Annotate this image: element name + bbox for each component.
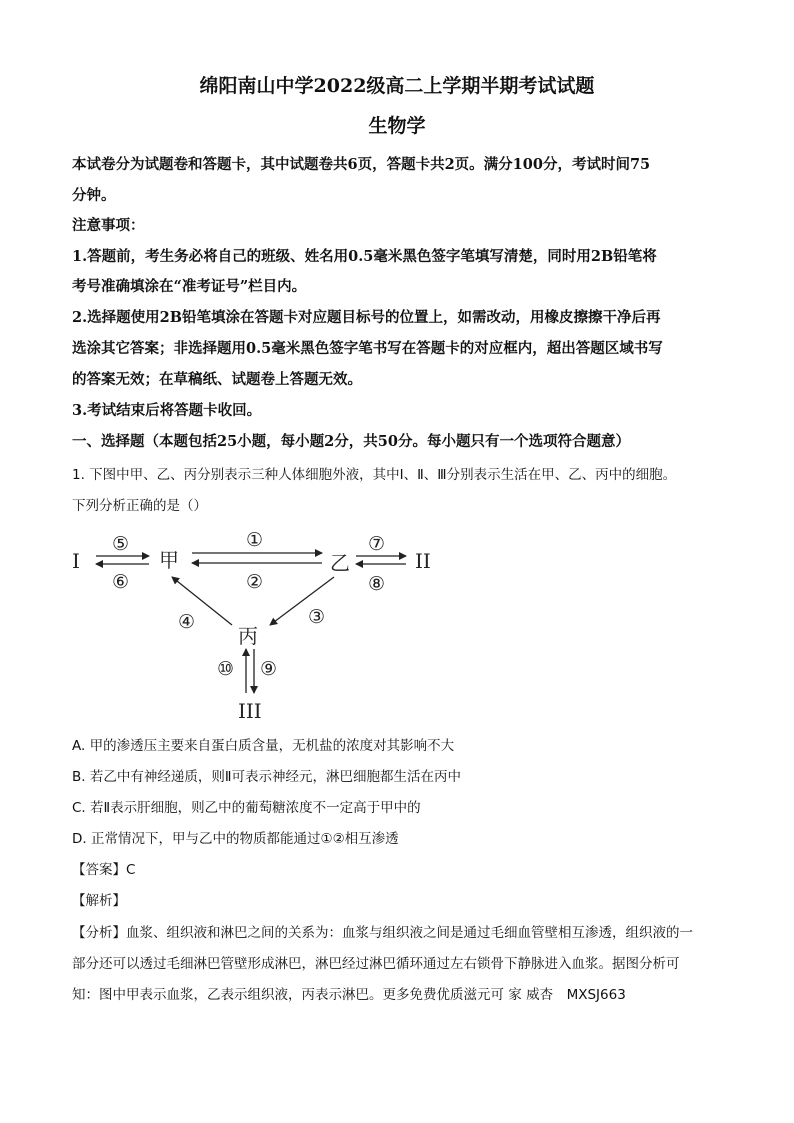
node-cell-II: II bbox=[415, 549, 431, 573]
option-d: D. 正常情况下，甲与乙中的物质都能通过①②相互渗透 bbox=[72, 831, 399, 847]
arrow-label-8: ⑧ bbox=[368, 573, 386, 595]
question-stem: 1. 下图中甲、乙、丙分别表示三种人体细胞外液，其中Ⅰ、Ⅱ、Ⅲ分别表示生活在甲、乙、丙中的细胞。 bbox=[72, 467, 677, 483]
notice-line: 2.选择题使用2B铅笔填涂在答题卡对应题目标号的位置上，如需改动，用橡皮擦擦干净后再 bbox=[72, 309, 661, 326]
notice-line: 选涂其它答案；非选择题用0.5毫米黑色签字笔书写在答题卡的对应框内，超出答题区域书写 bbox=[72, 340, 663, 357]
subject-title: 生物学 bbox=[368, 115, 426, 137]
option-a: A. 甲的渗透压主要来自蛋白质含量，无机盐的浓度对其影响不大 bbox=[72, 738, 455, 754]
analysis-line: 【分析】血浆、组织液和淋巴之间的关系为：血浆与组织液之间是通过毛细血管壁相互渗透，组织液的一 bbox=[72, 925, 693, 941]
page-title: 绵阳南山中学2022级高二上学期半期考试试题 bbox=[199, 75, 595, 97]
option-c: C. 若Ⅱ表示肝细胞，则乙中的葡萄糖浓度不一定高于甲中的 bbox=[72, 800, 421, 816]
arrow-label-1: ① bbox=[246, 529, 264, 551]
arrow-label-3: ③ bbox=[308, 606, 326, 628]
fluid-relationship-diagram bbox=[60, 525, 440, 725]
notice-line: 考号准确填涂在“准考证号”栏目内。 bbox=[72, 278, 307, 295]
option-b: B. 若乙中有神经递质，则Ⅱ可表示神经元，淋巴细胞都生活在丙中 bbox=[72, 769, 461, 785]
notice-line: 3.考试结束后将答题卡收回。 bbox=[72, 402, 262, 419]
notice-line: 的答案无效；在草稿纸、试题卷上答题无效。 bbox=[72, 371, 362, 388]
question-stem: 下列分析正确的是（） bbox=[72, 498, 207, 514]
arrow-label-7: ⑦ bbox=[368, 533, 386, 555]
node-bing: 丙 bbox=[238, 624, 258, 648]
arrow-label-9: ⑨ bbox=[260, 658, 278, 680]
notice-heading: 注意事项： bbox=[72, 217, 145, 234]
arrow-label-6: ⑥ bbox=[112, 571, 130, 593]
arrow-label-2: ② bbox=[246, 571, 264, 593]
answer-label: 【答案】C bbox=[72, 862, 136, 878]
intro-line: 分钟。 bbox=[72, 187, 116, 204]
node-cell-III: III bbox=[238, 699, 262, 723]
node-cell-I: I bbox=[72, 549, 80, 573]
notice-line: 1.答题前，考生务必将自己的班级、姓名用0.5毫米黑色签字笔填写清楚，同时用2B铅笔将 bbox=[72, 248, 657, 265]
intro-line: 本试卷分为试题卷和答题卡，其中试题卷共6页，答题卡共2页。满分100分，考试时间75 bbox=[72, 156, 651, 173]
analysis-line: 部分还可以透过毛细淋巴管壁形成淋巴，淋巴经过淋巴循环通过左右锁骨下静脉进入血浆。据图分析可 bbox=[72, 956, 680, 972]
arrow-label-10: ⑩ bbox=[217, 658, 235, 680]
arrow-label-4: ④ bbox=[178, 611, 196, 633]
node-jia: 甲 bbox=[159, 548, 179, 572]
section-heading: 一、选择题（本题包括25小题，每小题2分，共50分。每小题只有一个选项符合题意） bbox=[72, 433, 630, 450]
arrow-label-5: ⑤ bbox=[112, 533, 130, 555]
node-yi: 乙 bbox=[330, 551, 350, 575]
analysis-label: 【解析】 bbox=[72, 893, 126, 909]
analysis-line: 知：图中甲表示血浆，乙表示组织液，丙表示淋巴。更多免费优质滋元可 家 威杏 MXSJ663 bbox=[72, 987, 626, 1003]
